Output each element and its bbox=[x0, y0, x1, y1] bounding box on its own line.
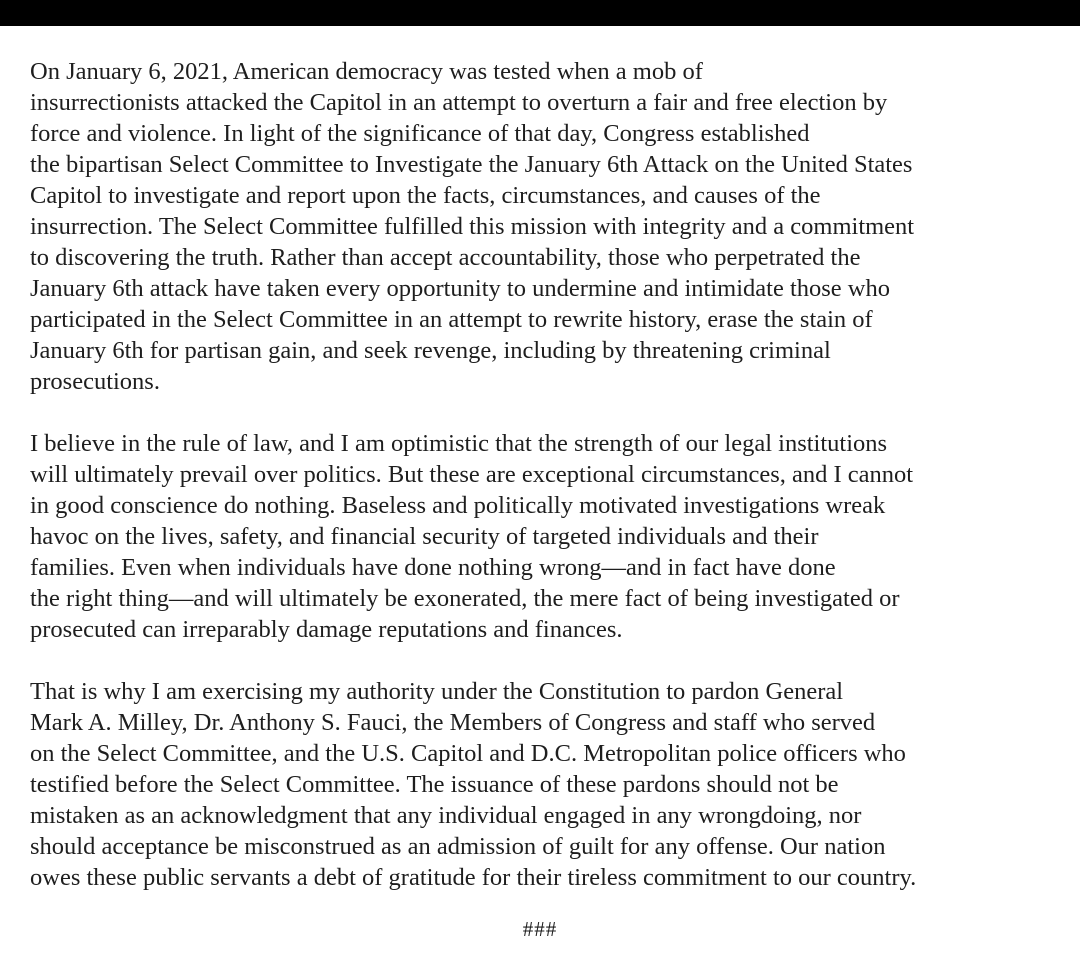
paragraph-line: in good conscience do nothing. Baseless and politically motivated investigations wreak bbox=[30, 492, 886, 519]
paragraph-line: January 6th attack have taken every opportunity to undermine and intimidate those who bbox=[30, 275, 890, 302]
paragraph-line: prosecutions. bbox=[30, 368, 160, 395]
paragraph-line: force and violence. In light of the significance of that day, Congress established bbox=[30, 120, 810, 147]
end-mark: ### bbox=[522, 917, 558, 941]
paragraph-line: havoc on the lives, safety, and financial security of targeted individuals and their bbox=[30, 523, 819, 550]
paragraph-line: That is why I am exercising my authority under the Constitution to pardon General bbox=[30, 678, 844, 705]
top-black-bar bbox=[0, 0, 1080, 26]
paragraph-line: insurrectionists attacked the Capitol in an attempt to overturn a fair and free election by bbox=[30, 89, 888, 116]
paragraph-line: participated in the Select Committee in an attempt to rewrite history, erase the stain of bbox=[30, 306, 873, 333]
paragraph-line: to discovering the truth. Rather than accept accountability, those who perpetrated the bbox=[30, 244, 861, 271]
paragraph-line: the bipartisan Select Committee to Investigate the January 6th Attack on the United States bbox=[30, 151, 913, 178]
paragraph-line: prosecuted can irreparably damage reputations and finances. bbox=[30, 616, 623, 643]
paragraph-line: Mark A. Milley, Dr. Anthony S. Fauci, the Members of Congress and staff who served bbox=[30, 709, 876, 736]
paragraph-line: On January 6, 2021, American democracy was tested when a mob of bbox=[30, 58, 703, 85]
paragraph-line: I believe in the rule of law, and I am optimistic that the strength of our legal institutions bbox=[30, 430, 888, 457]
paragraph-line: owes these public servants a debt of gratitude for their tireless commitment to our country. bbox=[30, 864, 917, 891]
paragraph-line: testified before the Select Committee. The issuance of these pardons should not be bbox=[30, 771, 839, 798]
paragraph-line: Capitol to investigate and report upon the facts, circumstances, and causes of the bbox=[30, 182, 821, 209]
paragraph-line: families. Even when individuals have done nothing wrong—and in fact have done bbox=[30, 554, 836, 581]
paragraph-line: will ultimately prevail over politics. But these are exceptional circumstances, and I cannot bbox=[30, 461, 914, 488]
paragraph-line: January 6th for partisan gain, and seek revenge, including by threatening criminal bbox=[30, 337, 831, 364]
paragraph-line: insurrection. The Select Committee fulfilled this mission with integrity and a commitment bbox=[30, 213, 915, 240]
paragraph-line: should acceptance be misconstrued as an admission of guilt for any offense. Our nation bbox=[30, 833, 886, 860]
paragraph-line: the right thing—and will ultimately be exonerated, the mere fact of being investigated or bbox=[30, 585, 900, 612]
paragraph-line: mistaken as an acknowledgment that any individual engaged in any wrongdoing, nor bbox=[30, 802, 862, 829]
paragraph-line: on the Select Committee, and the U.S. Capitol and D.C. Metropolitan police officers who bbox=[30, 740, 906, 767]
